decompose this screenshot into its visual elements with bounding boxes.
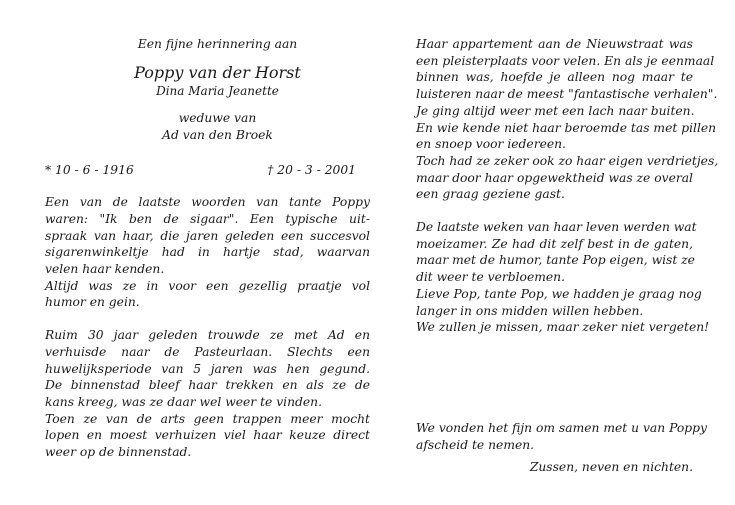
text-line: De laatste weken van haar leven werden wat	[416, 220, 697, 235]
card-heading: Een fijne herinnering aan	[137, 37, 298, 51]
given-names: Dina Maria Jeanette	[156, 84, 279, 99]
text-line: Je ging altijd weer met een lach naar buiten.	[416, 103, 695, 118]
text-line: moeizamer. Ze had dit zelf best in de gaten,	[416, 236, 693, 251]
text-line: verhuisde naar de Pasteurlaan. Slechts een	[45, 344, 370, 359]
text-line: velen haar kenden.	[45, 262, 165, 277]
paragraph	[416, 286, 702, 319]
death-date: † 20 - 3 - 2001	[267, 162, 356, 177]
text-line: weer op de binnenstad.	[45, 445, 192, 460]
text-line: lopen en moest verhuizen viel haar keuze direct	[45, 428, 370, 443]
signature: Zussen, neven en nichten.	[529, 460, 693, 475]
right-column	[416, 36, 719, 476]
text-line: Toen ze van de arts geen trappen meer mocht	[45, 411, 370, 426]
text-line: en snoep voor iedereen.	[416, 137, 566, 152]
text-line: spraak van haar, die jaren geleden een succesvol	[45, 228, 370, 243]
paragraph	[45, 411, 370, 461]
text-line: Toch had ze zeker ook zo haar eigen verdrietjes,	[416, 153, 719, 168]
text-line: Een van de laatste woorden van tante Poppy	[45, 195, 370, 210]
text-line: Lieve Pop, tante Pop, we hadden je graag nog	[416, 286, 702, 301]
widow-label: weduwe van	[178, 111, 257, 126]
text-line: binnen was, hoefde je alleen nog maar te	[416, 70, 693, 85]
text-line: huwelijksperiode van 5 jaren was hen gegund.	[45, 361, 370, 376]
text-line: waren: "Ik ben de sigaar". Een typische uit-	[45, 211, 370, 226]
text-line: De binnenstad bleef haar trekken en als ze de	[45, 378, 370, 393]
deceased-name: Poppy van der Horst	[134, 62, 301, 82]
left-column	[45, 36, 370, 461]
text-line: kans kreeg, was ze daar wel weer te vinden.	[45, 394, 322, 409]
text-line: sigarenwinkeltje had in hartje stad, waarvan	[45, 245, 370, 260]
text-line: En wie kende niet haar beroemde tas met pillen	[416, 120, 717, 135]
paragraph	[416, 36, 718, 153]
birth-date: * 10 - 6 - 1916	[45, 162, 134, 177]
text-line: humor en gein.	[45, 295, 140, 310]
text-line: een pleisterplaats voor velen. En als je eenmaal	[416, 53, 715, 68]
dates-row	[45, 162, 370, 179]
text-line: Ruim 30 jaar geleden trouwde ze met Ad en	[45, 328, 370, 343]
spouse-name: Ad van den Broek	[162, 127, 273, 142]
text-line: een graag geziene gast.	[416, 187, 565, 202]
text-line: dit weer te verbloemen.	[416, 270, 566, 285]
paragraph	[45, 194, 370, 278]
text-line: langer in ons midden willen hebben.	[416, 303, 644, 318]
closing-text	[416, 420, 707, 453]
text-line: Altijd was ze in voor een gezellig praatje vol	[45, 278, 370, 293]
text-line: luisteren naar de meest "fantastische verhalen".	[416, 87, 718, 102]
paragraph	[45, 278, 370, 311]
text-line: We vonden het fijn om samen met u van Poppy	[416, 420, 707, 435]
text-line: maar met de humor, tante Pop eigen, wist ze	[416, 253, 695, 268]
text-line: Haar appartement aan de Nieuwstraat was	[416, 37, 693, 51]
text-line: maar door haar opgewektheid was ze overal	[416, 170, 693, 185]
paragraph	[416, 153, 719, 203]
text-line: We zullen je missen, maar zeker niet vergeten!	[416, 320, 710, 335]
paragraph	[416, 219, 697, 286]
text-line: afscheid te nemen.	[416, 437, 535, 452]
paragraph	[45, 327, 370, 411]
paragraph	[416, 319, 710, 336]
left-text	[45, 194, 370, 461]
